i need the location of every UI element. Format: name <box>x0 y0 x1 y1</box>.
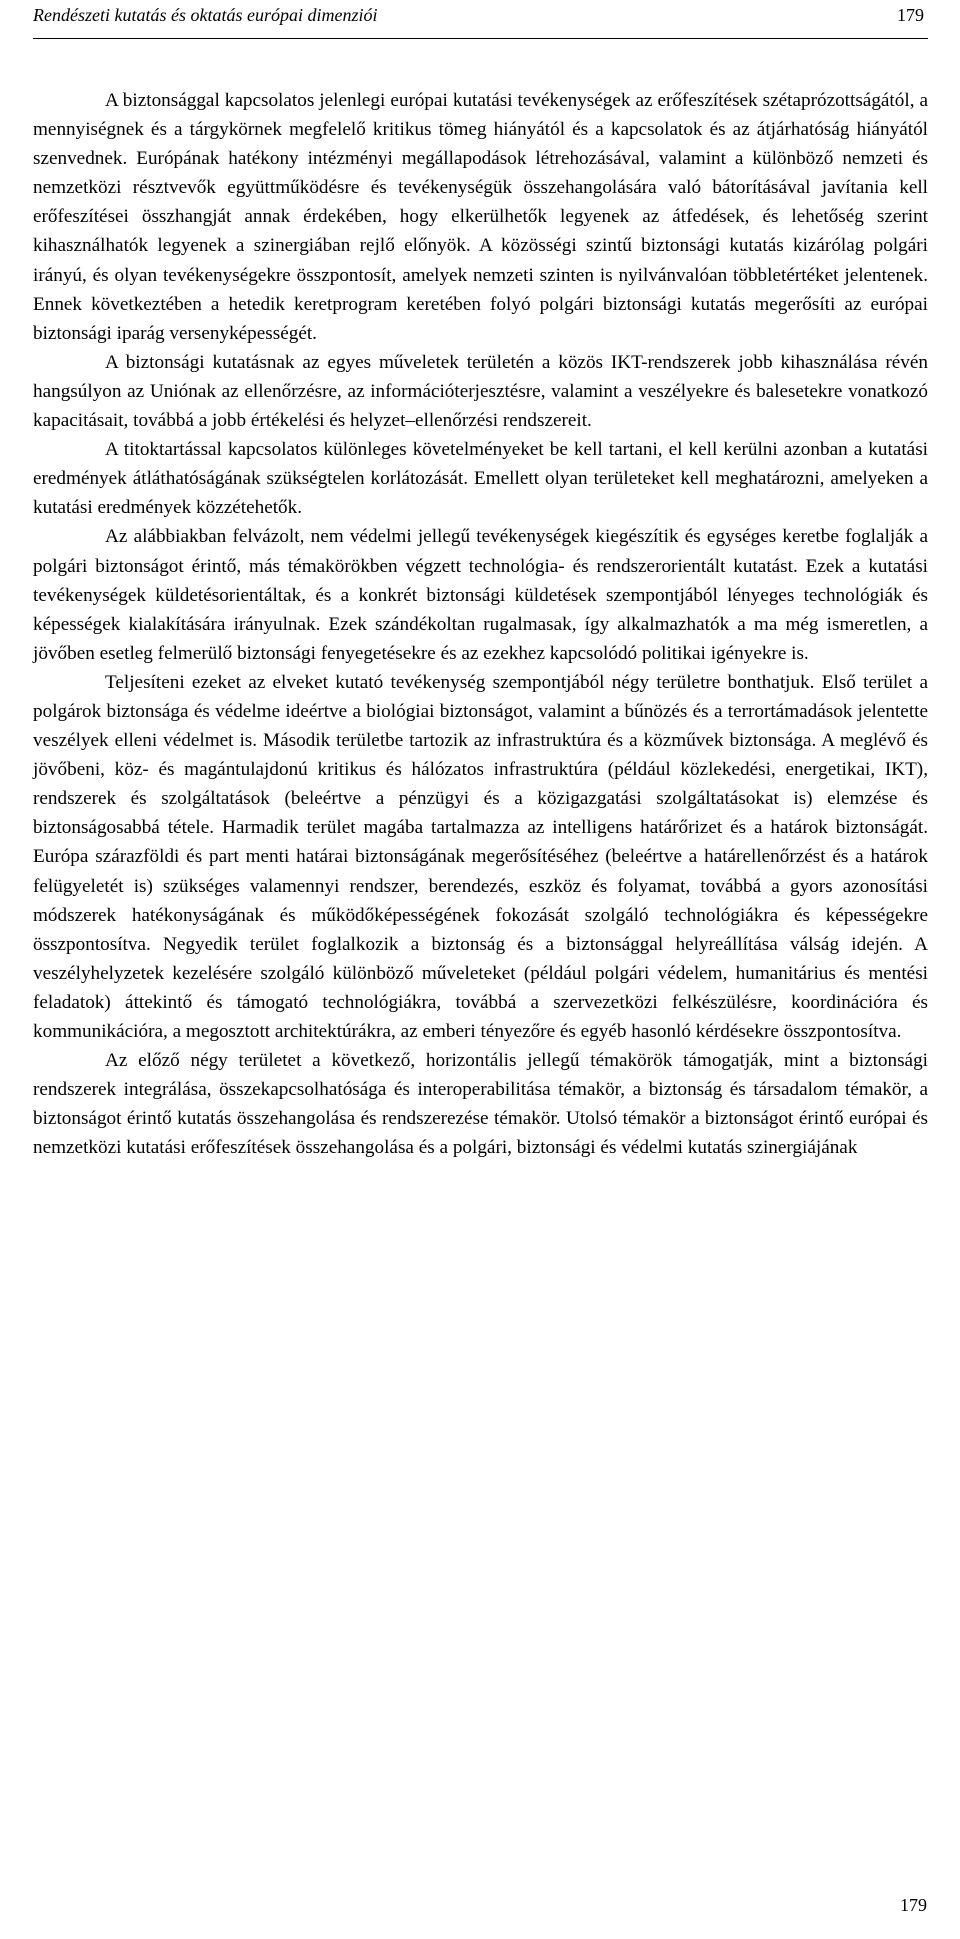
paragraph: A biztonsági kutatásnak az egyes műveletek területén a közös IKT-rendszerek jobb kihasználása révén hangsúlyon az Uniónak az ellenőrzésre, az információterjesztésre, valamint a veszélyekre és balesetekre vonatkozó kapacitásait, továbbá a jobb értékelési és helyzet–ellenőrzési rendszereit. <box>33 351 928 432</box>
header-page-number: 179 <box>897 5 924 25</box>
footer-page-number: 179 <box>900 1895 927 1915</box>
paragraph: Teljesíteni ezeket az elveket kutató tevékenység szempontjából négy területre bonthatjuk. Első terület a polgárok biztonsága és védelme ideértve a biológiai biztonságot, valamint a bűnözés és a terrortámadások jelentette veszélyek elleni védelmet is. Második területbe tartozik az infrastruktúra és a közművek biztonsága. A meglévő és jövőbeni, köz- és magántulajdonú kritikus és hálózatos infrastruktúra (például közlekedési, energetikai, IKT), rendszerek és szolgáltatások (beleértve a pénzügyi és a közigazgatási szolgáltatásokat is) elemzése és biztonságosabbá tétele. Harmadik terület magába tartalmazza az intelligens határőrizet és a határok biztonságát. Európa szárazföldi és part menti határai biztonságának megerősítéséhez (beleértve a határellenőrzést és a határok felügyeletét is) szükséges valamennyi rendszer, berendezés, eszköz és folyamat, továbbá a gyors azonosítási módszerek hatékonyságának és működőképességének fokozását szolgáló technológiákra és képességekre összpontosítva. Negyedik terület foglalkozik a biztonság és a biztonsággal helyreállítása válság idején. A veszélyhelyzetek kezelésére szolgáló különböző műveleteket (például polgári védelem, humanitárius és mentési feladatok) áttekintő és támogató technológiákra, továbbá a szervezetközi felkészülésre, koordinációra és kommunikációra, a megosztott architektúrákra, az emberi tényezőre és egyéb hasonló kérdésekre összpontosítva. <box>33 671 928 1042</box>
paragraph: A titoktartással kapcsolatos különleges követelményeket be kell tartani, el kell kerülni azonban a kutatási eredmények átláthatóságának szükségtelen korlátozását. Emellett olyan területeket kell meghatározni, amelyeken a kutatási eredmények közzétehetők. <box>33 439 928 519</box>
paragraph: Az előző négy területet a következő, horizontális jellegű témakörök támogatják, mint a biztonsági rendszerek integrálása, összekapcsolhatósága és interoperabilitása témakör, a biztonság és társadalom témakör, a biztonságot érintő kutatás összehangolása és rendszerezése témakör. Utolsó témakör a biztonságot érintő európai és nemzetközi kutatási erőfeszítések összehangolása és a polgári, biztonsági és védelmi kutatás szinergiájának <box>33 1050 928 1159</box>
paragraph: Az alábbiakban felvázolt, nem védelmi jellegű tevékenységek kiegészítik és egységes keretbe foglalják a polgári biztonságot érintő, más témakörökben végzett technológia- és rendszerorientált kutatást. Ezek a kutatási tevékenységek küldetésorientáltak, és a konkrét biztonsági küldetések szempontjából lényeges technológiák és képességek kialakítására irányulnak. Ezek szándékoltan rugalmasak, így alkalmazhatók a ma még ismeretlen, a jövőben esetleg felmerülő biztonsági fenyegetésekre és az ezekhez kapcsolódó politikai igényekre is. <box>33 526 928 664</box>
paragraph: A biztonsággal kapcsolatos jelenlegi európai kutatási tevékenységek az erőfeszítések szétaprózottságától, a mennyiségnek és a tárgykörnek megfelelő kritikus tömeg hiányától és a kapcsolatok és az átjárhatóság hiányától szenvednek. Európának hatékony intézményi megállapodások létrehozásával, valamint a különböző nemzeti és nemzetközi résztvevők együttműködésre és tevékenységük összehangolására való bátorításával javítania kell erőfeszítései összhangját annak érdekében, hogy elkerülhetők legyenek az átfedések, és lehetőség szerint kihasználhatók legyenek a szinergiában rejlő előnyök. A közösségi szintű biztonsági kutatás kizárólag polgári irányú, és olyan tevékenységekre összpontosít, amelyek nemzeti szinten is nyilvánvalóan többletértéket jelentenek. Ennek következtében a hetedik keretprogram keretében folyó polgári biztonsági kutatás megerősíti az európai biztonsági iparág versenyképességét. <box>33 90 928 344</box>
running-header <box>33 0 928 39</box>
header-title: Rendészeti kutatás és oktatás európai dimenziói <box>33 5 378 25</box>
body-text <box>33 86 928 1162</box>
